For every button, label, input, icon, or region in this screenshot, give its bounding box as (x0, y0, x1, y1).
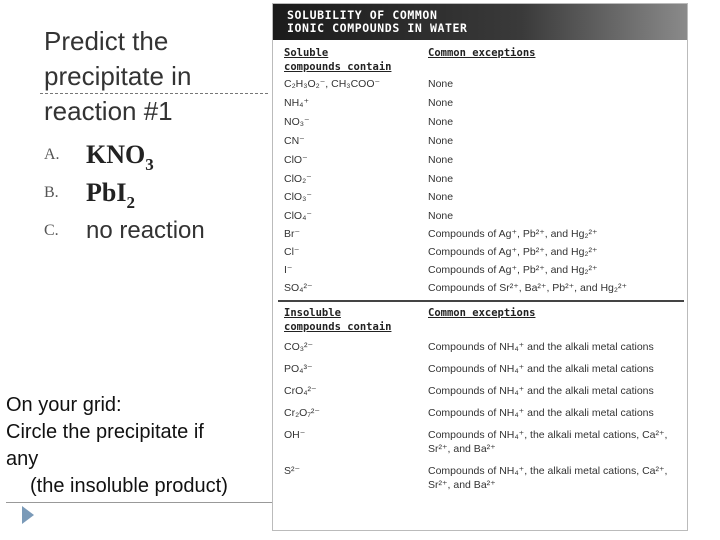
ion-cell: CO₃²⁻ (284, 341, 314, 353)
table-row (273, 384, 688, 402)
header-line: Common exceptions (428, 47, 536, 59)
exception-cell: None (428, 173, 454, 185)
table-row (273, 428, 688, 460)
question-line: precipitate in (44, 61, 192, 91)
exceptions-header (428, 306, 535, 320)
option-c (44, 212, 205, 250)
option-letter: C. (44, 222, 59, 239)
table-row (273, 245, 688, 263)
exception-cell: Compounds of NH₄⁺ and the alkali metal cations (428, 363, 654, 375)
table-row (273, 340, 688, 358)
ion-cell: ClO⁻ (284, 154, 308, 166)
header-line: compounds contain (284, 321, 392, 333)
ion-cell: ClO₄⁻ (284, 210, 312, 222)
exception-cell: Compounds of NH₄⁺ and the alkali metal cations (428, 341, 654, 353)
exception-cell: Compounds of NH₄⁺, the alkali metal cations, Ca²⁺, Sr²⁺, and Ba²⁺ (428, 429, 668, 455)
note-line: any (6, 448, 39, 470)
grid-instructions (6, 392, 276, 500)
header-line: Soluble (284, 47, 329, 59)
exception-cell: None (428, 135, 454, 147)
ion-cell: CN⁻ (284, 135, 305, 147)
table-row (273, 190, 688, 208)
table-row (273, 362, 688, 380)
table-row (273, 134, 688, 152)
ion-cell: Cr₂O₇²⁻ (284, 407, 320, 419)
exception-cell: Compounds of NH₄⁺, the alkali metal cations, Ca²⁺, Sr²⁺, and Ba²⁺ (428, 465, 668, 491)
table-row (273, 406, 688, 424)
table-row (273, 172, 688, 190)
note-line: On your grid: (6, 394, 122, 416)
exception-cell: Compounds of Ag⁺, Pb²⁺, and Hg₂²⁺ (428, 228, 598, 240)
exceptions-header (428, 46, 535, 60)
ion-cell: Br⁻ (284, 228, 301, 240)
question-text (44, 24, 269, 129)
soluble-header (284, 46, 391, 74)
exception-cell: Compounds of NH₄⁺ and the alkali metal cations (428, 385, 654, 397)
option-b (44, 174, 205, 212)
option-a (44, 136, 205, 174)
ion-cell: I⁻ (284, 264, 293, 276)
table-row (273, 209, 688, 227)
option-letter: A. (44, 146, 60, 163)
table-row (273, 464, 688, 496)
table-row (273, 96, 688, 114)
exception-cell: Compounds of Ag⁺, Pb²⁺, and Hg₂²⁺ (428, 264, 598, 276)
exception-cell: Compounds of Sr²⁺, Ba²⁺, Pb²⁺, and Hg₂²⁺ (428, 282, 627, 294)
ion-cell: OH⁻ (284, 429, 306, 441)
ion-cell: S²⁻ (284, 465, 301, 477)
section-divider (278, 300, 684, 302)
answer-options (44, 136, 205, 250)
table-title-line: SOLUBILITY OF COMMON (287, 8, 438, 22)
exception-cell: Compounds of Ag⁺, Pb²⁺, and Hg₂²⁺ (428, 246, 598, 258)
ion-cell: C₂H₃O₂⁻, CH₃COO⁻ (284, 78, 381, 90)
option-letter: B. (44, 184, 59, 201)
insoluble-header (284, 306, 391, 334)
table-row (273, 263, 688, 281)
ion-cell: ClO₂⁻ (284, 173, 312, 185)
table-row (273, 281, 688, 299)
header-line: compounds contain (284, 61, 392, 73)
option-subscript: 2 (126, 193, 135, 212)
option-text: no reaction (86, 217, 205, 244)
option-text: KNO (86, 140, 146, 169)
ion-cell: SO₄²⁻ (284, 282, 313, 294)
table-row (273, 115, 688, 133)
ion-cell: PO₄³⁻ (284, 363, 313, 375)
table-row (273, 77, 688, 95)
exception-cell: None (428, 154, 454, 166)
header-line: Insoluble (284, 307, 341, 319)
ion-cell: NO₃⁻ (284, 116, 310, 128)
ion-cell: ClO₃⁻ (284, 191, 312, 203)
option-text: PbI (86, 178, 127, 207)
table-row (273, 153, 688, 171)
exception-cell: None (428, 97, 454, 109)
arrow-bullet-icon (22, 506, 34, 524)
table-row (273, 227, 688, 245)
question-line: Predict the (44, 26, 169, 56)
note-line: Circle the precipitate if (6, 421, 204, 443)
title-divider (40, 93, 268, 94)
exception-cell: None (428, 210, 454, 222)
ion-cell: CrO₄²⁻ (284, 385, 317, 397)
solubility-table (272, 3, 688, 531)
header-line: Common exceptions (428, 307, 536, 319)
note-line: (the insoluble product) (30, 475, 228, 497)
table-title (273, 4, 687, 40)
exception-cell: Compounds of NH₄⁺ and the alkali metal cations (428, 407, 654, 419)
exception-cell: None (428, 191, 454, 203)
ion-cell: Cl⁻ (284, 246, 300, 258)
question-line: reaction #1 (44, 96, 173, 126)
ion-cell: NH₄⁺ (284, 97, 309, 109)
option-subscript: 3 (145, 155, 154, 174)
exception-cell: None (428, 116, 454, 128)
note-divider (6, 502, 276, 503)
table-title-line: IONIC COMPOUNDS IN WATER (287, 21, 468, 35)
exception-cell: None (428, 78, 454, 90)
